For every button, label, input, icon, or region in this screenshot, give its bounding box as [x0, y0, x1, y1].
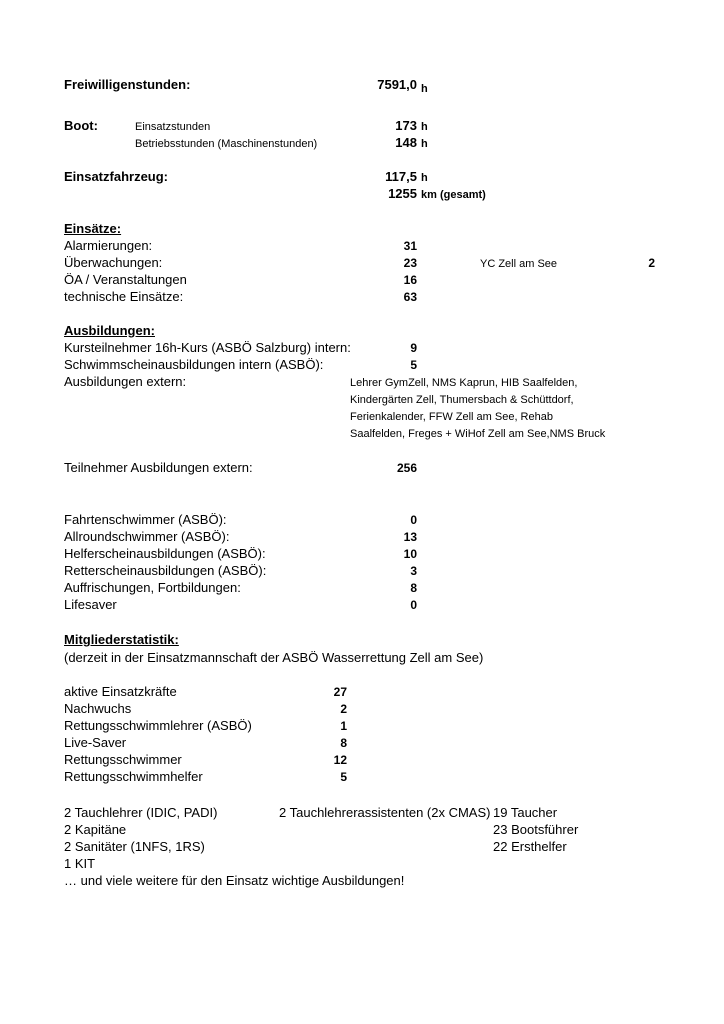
quali-item: 2 Sanitäter (1NFS, 1RS): [64, 839, 205, 854]
boot-row-label: Einsatzstunden: [135, 121, 211, 133]
einsaetze-row-value: 16: [403, 273, 417, 287]
schein-value: 8: [410, 581, 417, 595]
mitglieder-title: Mitgliederstatistik:: [64, 632, 179, 647]
mitglieder-row-value: 2: [340, 702, 347, 716]
teilnehmer-value: 256: [396, 461, 417, 475]
mitglieder-row-label: Rettungsschwimmer: [64, 752, 182, 767]
mitglieder-row-value: 27: [333, 685, 347, 699]
mitglieder-row-label: aktive Einsatzkräfte: [64, 684, 177, 699]
fahrzeug-km: 1255: [388, 186, 417, 201]
ausbildungen-extern-line: Kindergärten Zell, Thumersbach & Schüttdorf,: [350, 394, 574, 406]
einsaetze-row-label: Alarmierungen:: [64, 238, 153, 253]
quali-item: 19 Taucher: [493, 805, 558, 820]
mitglieder-row-value: 1: [340, 719, 347, 733]
freiwilligen-unit: h: [421, 83, 428, 95]
schein-label: Helferscheinausbildungen (ASBÖ):: [64, 546, 266, 561]
quali-item: 2 Tauchlehrerassistenten (2x CMAS): [279, 805, 491, 820]
einsaetze-row-value: 23: [403, 256, 417, 270]
schein-value: 0: [410, 513, 417, 527]
fahrzeug-km-unit: km (gesamt): [421, 189, 486, 201]
ausbildungen-extern-line: Lehrer GymZell, NMS Kaprun, HIB Saalfelden,: [350, 377, 578, 389]
ausbildungen-title: Ausbildungen:: [64, 323, 155, 338]
mitglieder-row-value: 8: [340, 736, 347, 750]
quali-footer: … und viele weitere für den Einsatz wichtige Ausbildungen!: [64, 873, 405, 888]
ausbildungen-row-label: Schwimmscheinausbildungen intern (ASBÖ):: [64, 357, 324, 372]
mitglieder-row-value: 12: [333, 753, 347, 767]
schein-label: Auffrischungen, Fortbildungen:: [64, 580, 241, 595]
quali-item: 22 Ersthelfer: [493, 839, 567, 854]
boot-row-value: 173: [395, 118, 417, 133]
teilnehmer-label: Teilnehmer Ausbildungen extern:: [64, 460, 253, 475]
fahrzeug-hours: 117,5: [385, 169, 417, 184]
ausbildungen-extern-line: Ferienkalender, FFW Zell am See, Rehab: [350, 411, 553, 423]
einsaetze-row-label: ÖA / Veranstaltungen: [64, 272, 187, 287]
mitglieder-row-label: Nachwuchs: [64, 701, 132, 716]
boot-row-unit: h: [421, 121, 428, 133]
ausbildungen-row-value: 5: [410, 358, 417, 372]
schein-label: Allroundschwimmer (ASBÖ):: [64, 529, 230, 544]
einsaetze-row-label: Überwachungen:: [64, 255, 163, 270]
ausbildungen-row-value: 9: [410, 341, 417, 355]
schein-label: Fahrtenschwimmer (ASBÖ):: [64, 512, 227, 527]
einsaetze-row-value: 63: [403, 290, 417, 304]
fahrzeug-hours-unit: h: [421, 172, 428, 184]
schein-value: 3: [410, 564, 417, 578]
schein-label: Lifesaver: [64, 597, 117, 612]
ausbildungen-row-label: Kursteilnehmer 16h-Kurs (ASBÖ Salzburg) intern:: [64, 340, 351, 355]
yc-value: 2: [648, 256, 655, 270]
quali-item: 2 Tauchlehrer (IDIC, PADI): [64, 805, 218, 820]
mitglieder-row-label: Live-Saver: [64, 735, 127, 750]
mitglieder-row-value: 5: [340, 770, 347, 784]
mitglieder-row-label: Rettungsschwimmhelfer: [64, 769, 203, 784]
quali-item: 23 Bootsführer: [493, 822, 579, 837]
ausbildungen-extern-label: Ausbildungen extern:: [64, 374, 187, 389]
yc-label: YC Zell am See: [480, 258, 558, 270]
schein-label: Retterscheinausbildungen (ASBÖ):: [64, 563, 267, 578]
mitglieder-row-label: Rettungsschwimmlehrer (ASBÖ): [64, 718, 252, 733]
boot-row-value: 148: [395, 135, 417, 150]
schein-value: 13: [403, 530, 417, 544]
einsaetze-title: Einsätze:: [64, 221, 122, 236]
freiwilligen-value: 7591,0: [377, 77, 417, 92]
boot-row-label: Betriebsstunden (Maschinenstunden): [135, 138, 318, 150]
einsaetze-row-label: technische Einsätze:: [64, 289, 184, 304]
schein-value: 0: [410, 598, 417, 612]
quali-item: 2 Kapitäne: [64, 822, 127, 837]
schein-value: 10: [403, 547, 417, 561]
boot-label: Boot:: [64, 118, 98, 133]
fahrzeug-label: Einsatzfahrzeug:: [64, 169, 169, 184]
einsaetze-row-value: 31: [403, 239, 417, 253]
boot-row-unit: h: [421, 138, 428, 150]
quali-item: 1 KIT: [64, 856, 96, 871]
mitglieder-subtitle: (derzeit in der Einsatzmannschaft der ASBÖ Wasserrettung Zell am See): [64, 650, 484, 665]
ausbildungen-extern-line: Saalfelden, Freges + WiHof Zell am See,NMS Bruck: [350, 428, 606, 440]
freiwilligen-label: Freiwilligenstunden:: [64, 77, 191, 92]
